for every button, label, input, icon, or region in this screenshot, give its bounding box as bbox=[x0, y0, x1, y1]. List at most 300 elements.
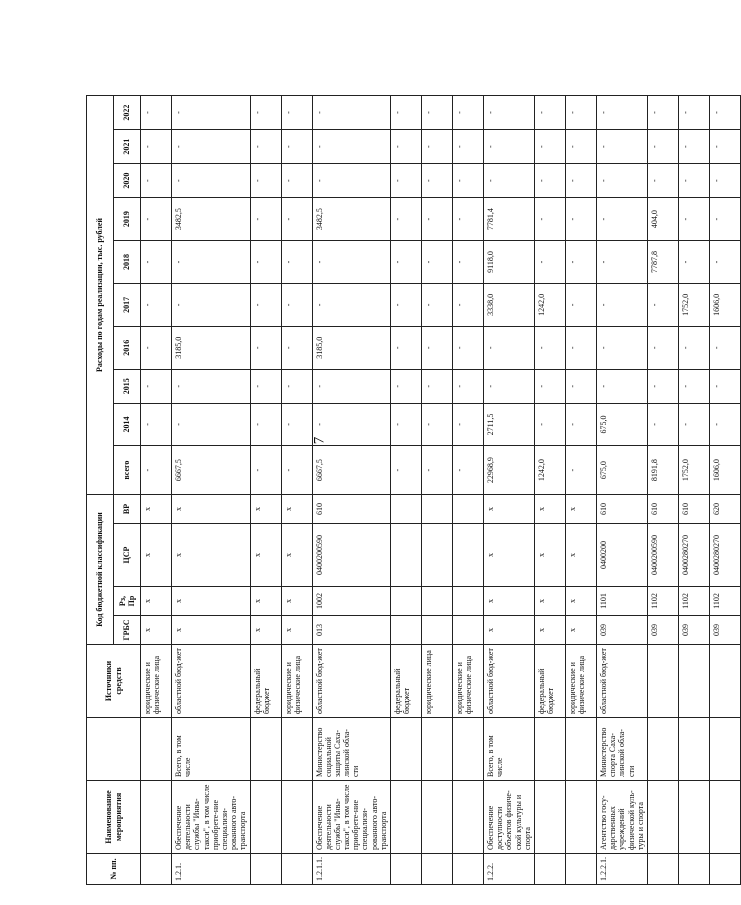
cell-vr: x bbox=[141, 495, 172, 524]
cell-vr bbox=[422, 495, 453, 524]
page-number: 7 bbox=[311, 436, 328, 445]
col-csr-header: ЦСР bbox=[114, 524, 141, 587]
cell-rzpr: x bbox=[281, 587, 312, 616]
cell-year-value: - bbox=[453, 326, 484, 369]
cell-source: федеральный бюджет bbox=[534, 645, 565, 718]
cell-year-value: - bbox=[312, 130, 391, 164]
cell-year-value: - bbox=[281, 369, 312, 403]
cell-year-value: - bbox=[565, 283, 596, 326]
cell-csr: x bbox=[172, 524, 251, 587]
cell-num bbox=[565, 854, 596, 885]
cell-csr: x bbox=[250, 524, 281, 587]
cell-year-value: - bbox=[647, 403, 678, 445]
col-year-header: 2017 bbox=[114, 283, 141, 326]
cell-total: - bbox=[250, 446, 281, 495]
cell-year-value: - bbox=[647, 369, 678, 403]
cell-name bbox=[647, 781, 678, 854]
cell-grbs: 039 bbox=[596, 616, 647, 645]
cell-name bbox=[250, 781, 281, 854]
cell-exec bbox=[647, 718, 678, 781]
cell-year-value: - bbox=[596, 130, 647, 164]
cell-year-value: - bbox=[565, 96, 596, 130]
cell-name: Агентство госу-дарственных учреждений физической куль-туры и спорта bbox=[596, 781, 647, 854]
cell-year-value: - bbox=[141, 96, 172, 130]
cell-year-value: - bbox=[281, 283, 312, 326]
cell-vr bbox=[391, 495, 422, 524]
cell-year-value: - bbox=[141, 283, 172, 326]
cell-num bbox=[281, 854, 312, 885]
cell-source bbox=[709, 645, 740, 718]
cell-year-value: - bbox=[647, 326, 678, 369]
cell-csr: 0400200 bbox=[596, 524, 647, 587]
cell-source: юридические и физические лица bbox=[281, 645, 312, 718]
cell-year-value: 1242,0 bbox=[534, 283, 565, 326]
cell-exec bbox=[453, 718, 484, 781]
cell-year-value: - bbox=[565, 369, 596, 403]
cell-vr: 620 bbox=[709, 495, 740, 524]
cell-year-value: - bbox=[250, 369, 281, 403]
cell-year-value: - bbox=[312, 283, 391, 326]
cell-year-value: - bbox=[484, 326, 535, 369]
cell-year-value: - bbox=[391, 198, 422, 241]
cell-year-value: - bbox=[453, 198, 484, 241]
cell-rzpr: x bbox=[534, 587, 565, 616]
cell-grbs: 039 bbox=[678, 616, 709, 645]
cell-name bbox=[141, 781, 172, 854]
cell-year-value: - bbox=[250, 283, 281, 326]
cell-year-value: - bbox=[534, 164, 565, 198]
table-row bbox=[141, 96, 172, 885]
cell-total: 8191,8 bbox=[647, 446, 678, 495]
cell-name: Обеспечение доступности объектов физиче-ской культуры и спорта bbox=[484, 781, 535, 854]
cell-year-value: - bbox=[647, 164, 678, 198]
cell-source: федеральный бюджет bbox=[391, 645, 422, 718]
cell-grbs: x bbox=[141, 616, 172, 645]
cell-csr: 0400200590 bbox=[647, 524, 678, 587]
cell-rzpr bbox=[391, 587, 422, 616]
table-row bbox=[709, 96, 740, 885]
cell-year-value: - bbox=[281, 130, 312, 164]
cell-year-value: - bbox=[596, 326, 647, 369]
cell-year-value: - bbox=[281, 96, 312, 130]
cell-year-value: - bbox=[678, 96, 709, 130]
cell-year-value: - bbox=[596, 283, 647, 326]
cell-year-value: - bbox=[453, 130, 484, 164]
cell-exec bbox=[250, 718, 281, 781]
cell-year-value: - bbox=[281, 241, 312, 284]
cell-year-value: - bbox=[596, 369, 647, 403]
cell-year-value: - bbox=[709, 164, 740, 198]
cell-grbs: x bbox=[281, 616, 312, 645]
cell-year-value: - bbox=[709, 130, 740, 164]
cell-year-value: - bbox=[422, 283, 453, 326]
cell-csr bbox=[453, 524, 484, 587]
cell-year-value: - bbox=[534, 369, 565, 403]
cell-year-value: - bbox=[709, 198, 740, 241]
cell-num bbox=[709, 854, 740, 885]
cell-name bbox=[391, 781, 422, 854]
cell-vr: x bbox=[534, 495, 565, 524]
table-row bbox=[484, 96, 535, 885]
cell-year-value: - bbox=[565, 164, 596, 198]
cell-year-value: 9118,0 bbox=[484, 241, 535, 284]
col-year-header: 2021 bbox=[114, 130, 141, 164]
cell-name: Обеспечение деятельности службы "Инва-такси", в том числе приобрете-ние специализи-рованного авто-транспорта bbox=[172, 781, 251, 854]
cell-year-value: 7787,8 bbox=[647, 241, 678, 284]
table-row bbox=[281, 96, 312, 885]
col-year-header: 2022 bbox=[114, 96, 141, 130]
cell-year-value: - bbox=[709, 403, 740, 445]
cell-year-value: - bbox=[596, 241, 647, 284]
cell-vr: 610 bbox=[647, 495, 678, 524]
cell-year-value: - bbox=[565, 326, 596, 369]
cell-grbs bbox=[391, 616, 422, 645]
cell-name bbox=[422, 781, 453, 854]
table-row bbox=[250, 96, 281, 885]
cell-year-value: - bbox=[141, 369, 172, 403]
table-body bbox=[141, 96, 741, 885]
cell-exec bbox=[709, 718, 740, 781]
cell-num bbox=[250, 854, 281, 885]
cell-vr: x bbox=[484, 495, 535, 524]
cell-exec bbox=[565, 718, 596, 781]
cell-grbs: x bbox=[250, 616, 281, 645]
cell-year-value: - bbox=[172, 96, 251, 130]
cell-grbs: x bbox=[565, 616, 596, 645]
cell-exec bbox=[678, 718, 709, 781]
rotated-table-wrapper bbox=[86, 95, 721, 885]
cell-rzpr: 1102 bbox=[709, 587, 740, 616]
cell-vr: x bbox=[281, 495, 312, 524]
cell-exec: Министерство спорта Саха-линской обла-сти bbox=[596, 718, 647, 781]
cell-vr: 610 bbox=[312, 495, 391, 524]
cell-vr: 610 bbox=[678, 495, 709, 524]
table-row bbox=[172, 96, 251, 885]
cell-year-value: - bbox=[647, 96, 678, 130]
cell-num: 1.2.2.1. bbox=[596, 854, 647, 885]
cell-name bbox=[281, 781, 312, 854]
cell-year-value: - bbox=[312, 241, 391, 284]
cell-year-value: - bbox=[422, 369, 453, 403]
cell-year-value: - bbox=[312, 369, 391, 403]
cell-year-value: - bbox=[647, 283, 678, 326]
col-name-header: Наименование мероприятия bbox=[87, 781, 141, 854]
col-num-header: № пп. bbox=[87, 854, 141, 885]
cell-source: юридические и физические лица bbox=[141, 645, 172, 718]
cell-year-value: 3185,0 bbox=[312, 326, 391, 369]
cell-year-value: - bbox=[565, 198, 596, 241]
cell-year-value: - bbox=[709, 241, 740, 284]
cell-rzpr: 1102 bbox=[678, 587, 709, 616]
cell-year-value: 7781,4 bbox=[484, 198, 535, 241]
cell-source: федеральный бюджет bbox=[250, 645, 281, 718]
cell-csr: x bbox=[141, 524, 172, 587]
cell-grbs bbox=[453, 616, 484, 645]
cell-num bbox=[534, 854, 565, 885]
cell-year-value: - bbox=[172, 130, 251, 164]
cell-year-value: - bbox=[391, 326, 422, 369]
cell-rzpr: x bbox=[565, 587, 596, 616]
cell-num bbox=[453, 854, 484, 885]
cell-year-value: - bbox=[678, 326, 709, 369]
cell-year-value: - bbox=[281, 164, 312, 198]
cell-year-value: - bbox=[172, 164, 251, 198]
cell-total: 1606,0 bbox=[709, 446, 740, 495]
cell-source: областной бюд-жет bbox=[596, 645, 647, 718]
cell-num: 1.2.2. bbox=[484, 854, 535, 885]
cell-year-value: - bbox=[250, 198, 281, 241]
cell-csr: x bbox=[565, 524, 596, 587]
cell-exec: Всего, в том числе bbox=[172, 718, 251, 781]
cell-year-value: - bbox=[172, 403, 251, 445]
cell-exec bbox=[141, 718, 172, 781]
table-row bbox=[678, 96, 709, 885]
cell-year-value: - bbox=[596, 96, 647, 130]
cell-year-value: - bbox=[141, 326, 172, 369]
cell-year-value: - bbox=[678, 369, 709, 403]
cell-year-value: - bbox=[534, 130, 565, 164]
col-year-header: 2020 bbox=[114, 164, 141, 198]
cell-year-value: 2711,5 bbox=[484, 403, 535, 445]
cell-year-value: - bbox=[709, 369, 740, 403]
cell-csr: 0400280270 bbox=[709, 524, 740, 587]
cell-year-value: - bbox=[141, 164, 172, 198]
cell-year-value: - bbox=[565, 403, 596, 445]
cell-vr: x bbox=[250, 495, 281, 524]
cell-csr: x bbox=[484, 524, 535, 587]
cell-rzpr: x bbox=[250, 587, 281, 616]
cell-year-value: - bbox=[312, 403, 391, 445]
cell-num bbox=[678, 854, 709, 885]
cell-year-value: - bbox=[565, 241, 596, 284]
cell-year-value: 3185,0 bbox=[172, 326, 251, 369]
cell-year-value: 1752,0 bbox=[678, 283, 709, 326]
cell-year-value: 3482,5 bbox=[172, 198, 251, 241]
cell-year-value: - bbox=[172, 241, 251, 284]
col-total-header: всего bbox=[114, 446, 141, 495]
table-row bbox=[534, 96, 565, 885]
cell-year-value: - bbox=[709, 96, 740, 130]
cell-rzpr: 1002 bbox=[312, 587, 391, 616]
cell-source: областной бюд-жет bbox=[172, 645, 251, 718]
table-row bbox=[312, 96, 391, 885]
cell-year-value: - bbox=[678, 241, 709, 284]
cell-num bbox=[391, 854, 422, 885]
cell-year-value: - bbox=[453, 164, 484, 198]
cell-total: - bbox=[422, 446, 453, 495]
cell-year-value: 3338,0 bbox=[484, 283, 535, 326]
cell-year-value: - bbox=[596, 164, 647, 198]
cell-year-value: - bbox=[422, 164, 453, 198]
cell-year-value: - bbox=[141, 241, 172, 284]
cell-total: - bbox=[141, 446, 172, 495]
cell-year-value: 404,0 bbox=[647, 198, 678, 241]
col-exec-header bbox=[87, 718, 141, 781]
cell-source: юридические лица bbox=[422, 645, 453, 718]
kbk-header: Код бюджетной классификации bbox=[87, 495, 114, 645]
cell-year-value: - bbox=[422, 198, 453, 241]
cell-rzpr: 1101 bbox=[596, 587, 647, 616]
table-row bbox=[596, 96, 647, 885]
cell-source bbox=[647, 645, 678, 718]
cell-total: 6667,5 bbox=[172, 446, 251, 495]
table-row bbox=[647, 96, 678, 885]
cell-year-value: - bbox=[250, 164, 281, 198]
cell-grbs: x bbox=[534, 616, 565, 645]
cell-csr bbox=[391, 524, 422, 587]
cell-year-value: - bbox=[281, 403, 312, 445]
col-year-header: 2018 bbox=[114, 241, 141, 284]
col-source-header: Источники средств bbox=[87, 645, 141, 718]
cell-csr: x bbox=[281, 524, 312, 587]
cell-vr: x bbox=[172, 495, 251, 524]
cell-grbs: 013 bbox=[312, 616, 391, 645]
cell-year-value: - bbox=[453, 369, 484, 403]
cell-source bbox=[678, 645, 709, 718]
cell-year-value: - bbox=[250, 403, 281, 445]
cell-csr: x bbox=[534, 524, 565, 587]
cell-num: 1.2.1.1. bbox=[312, 854, 391, 885]
cell-year-value: - bbox=[141, 198, 172, 241]
cell-name bbox=[534, 781, 565, 854]
cell-rzpr bbox=[422, 587, 453, 616]
cell-year-value: - bbox=[250, 96, 281, 130]
cell-year-value: - bbox=[250, 130, 281, 164]
cell-csr: 0400200590 bbox=[312, 524, 391, 587]
cell-grbs: x bbox=[172, 616, 251, 645]
cell-vr bbox=[453, 495, 484, 524]
cell-grbs: x bbox=[484, 616, 535, 645]
col-rzpr-header: Рз, Пр bbox=[114, 587, 141, 616]
cell-year-value: - bbox=[484, 130, 535, 164]
cell-year-value: 3482,5 bbox=[312, 198, 391, 241]
cell-year-value: - bbox=[281, 326, 312, 369]
cell-rzpr: x bbox=[172, 587, 251, 616]
table-row bbox=[422, 96, 453, 885]
cell-name bbox=[709, 781, 740, 854]
budget-table bbox=[86, 95, 741, 885]
cell-num bbox=[141, 854, 172, 885]
cell-year-value: - bbox=[596, 198, 647, 241]
cell-year-value: - bbox=[141, 403, 172, 445]
cell-year-value: - bbox=[484, 164, 535, 198]
cell-total: - bbox=[391, 446, 422, 495]
cell-year-value: - bbox=[312, 96, 391, 130]
cell-year-value: - bbox=[484, 369, 535, 403]
cell-vr: x bbox=[565, 495, 596, 524]
cell-total: 22968,9 bbox=[484, 446, 535, 495]
cell-name bbox=[678, 781, 709, 854]
cell-year-value: 675,0 bbox=[596, 403, 647, 445]
cell-rzpr: x bbox=[484, 587, 535, 616]
cell-year-value: - bbox=[250, 326, 281, 369]
cell-name bbox=[453, 781, 484, 854]
col-year-header: 2019 bbox=[114, 198, 141, 241]
cell-year-value: - bbox=[678, 403, 709, 445]
cell-total: 6667,5 bbox=[312, 446, 391, 495]
table-row bbox=[453, 96, 484, 885]
cell-year-value: - bbox=[141, 130, 172, 164]
cell-year-value: - bbox=[565, 130, 596, 164]
cell-exec bbox=[391, 718, 422, 781]
cell-year-value: - bbox=[250, 241, 281, 284]
cell-exec bbox=[281, 718, 312, 781]
cell-year-value: - bbox=[391, 96, 422, 130]
cell-exec: Всего, в том числе bbox=[484, 718, 535, 781]
cell-num: 1.2.1. bbox=[172, 854, 251, 885]
cell-total: - bbox=[453, 446, 484, 495]
cell-total: - bbox=[281, 446, 312, 495]
table-row bbox=[565, 96, 596, 885]
cell-name bbox=[565, 781, 596, 854]
cell-year-value: - bbox=[534, 403, 565, 445]
cell-rzpr: 1102 bbox=[647, 587, 678, 616]
cell-year-value: - bbox=[391, 283, 422, 326]
cell-year-value: 1606,0 bbox=[709, 283, 740, 326]
cell-year-value: - bbox=[172, 283, 251, 326]
cell-year-value: - bbox=[391, 241, 422, 284]
cell-name: Обеспечение деятельности службы "Инва-такси", в том числе приобрете-ние специализи-рованного авто-транспорта bbox=[312, 781, 391, 854]
col-year-header: 2015 bbox=[114, 369, 141, 403]
cell-year-value: - bbox=[678, 130, 709, 164]
cell-source: областной бюд-жет bbox=[484, 645, 535, 718]
spend-header: Расходы по годам реализации, тыс. рублей bbox=[87, 96, 114, 495]
cell-year-value: - bbox=[453, 403, 484, 445]
cell-year-value: - bbox=[422, 403, 453, 445]
cell-grbs: 039 bbox=[647, 616, 678, 645]
cell-year-value: - bbox=[534, 326, 565, 369]
cell-year-value: - bbox=[391, 369, 422, 403]
cell-year-value: - bbox=[391, 130, 422, 164]
cell-year-value: - bbox=[172, 369, 251, 403]
cell-year-value: - bbox=[647, 130, 678, 164]
cell-year-value: - bbox=[453, 283, 484, 326]
cell-total: 675,0 bbox=[596, 446, 647, 495]
table-row bbox=[391, 96, 422, 885]
cell-year-value: - bbox=[281, 198, 312, 241]
cell-csr bbox=[422, 524, 453, 587]
cell-csr: 0400280270 bbox=[678, 524, 709, 587]
cell-year-value: - bbox=[453, 96, 484, 130]
cell-year-value: - bbox=[709, 326, 740, 369]
cell-total: - bbox=[565, 446, 596, 495]
cell-rzpr: x bbox=[141, 587, 172, 616]
cell-vr: 610 bbox=[596, 495, 647, 524]
col-year-header: 2014 bbox=[114, 403, 141, 445]
col-year-header: 2016 bbox=[114, 326, 141, 369]
cell-year-value: - bbox=[422, 241, 453, 284]
cell-rzpr bbox=[453, 587, 484, 616]
cell-source: юридические и физические лица bbox=[453, 645, 484, 718]
cell-year-value: - bbox=[391, 403, 422, 445]
cell-year-value: - bbox=[422, 96, 453, 130]
cell-year-value: - bbox=[422, 130, 453, 164]
cell-num bbox=[422, 854, 453, 885]
cell-year-value: - bbox=[678, 198, 709, 241]
cell-year-value: - bbox=[484, 96, 535, 130]
cell-year-value: - bbox=[453, 241, 484, 284]
cell-year-value: - bbox=[534, 96, 565, 130]
cell-year-value: - bbox=[422, 326, 453, 369]
cell-total: 1752,0 bbox=[678, 446, 709, 495]
cell-exec bbox=[534, 718, 565, 781]
cell-year-value: - bbox=[534, 241, 565, 284]
cell-source: областной бюд-жет bbox=[312, 645, 391, 718]
cell-year-value: - bbox=[312, 164, 391, 198]
cell-year-value: - bbox=[678, 164, 709, 198]
col-grbs-header: ГРБС bbox=[114, 616, 141, 645]
cell-exec bbox=[422, 718, 453, 781]
